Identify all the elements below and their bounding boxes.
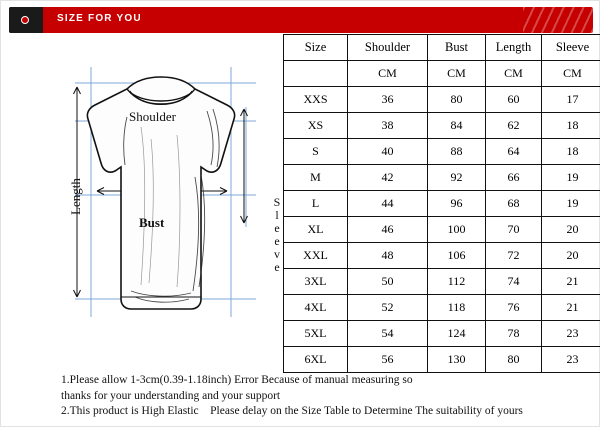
cell-size: 6XL <box>284 347 348 373</box>
table-header-row <box>284 35 600 61</box>
unit-sleeve: CM <box>542 61 600 87</box>
cell-bust: 84 <box>428 113 486 139</box>
column-header-shoulder: Shoulder <box>348 35 428 61</box>
cell-shoulder: 42 <box>348 165 428 191</box>
column-header-size: Size <box>284 35 348 61</box>
cell-length: 60 <box>486 87 542 113</box>
note-line-3: 2.This product is High Elastic Please delay on the Size Table to Determine The suitability of yours <box>61 405 523 417</box>
table-row <box>284 321 600 347</box>
cell-shoulder: 54 <box>348 321 428 347</box>
cell-length: 76 <box>486 295 542 321</box>
cell-length: 80 <box>486 347 542 373</box>
table-row <box>284 217 600 243</box>
cell-length: 74 <box>486 269 542 295</box>
size-table-container <box>283 34 590 373</box>
cell-length: 64 <box>486 139 542 165</box>
cell-sleeve: 23 <box>542 321 600 347</box>
cell-shoulder: 50 <box>348 269 428 295</box>
cell-shoulder: 52 <box>348 295 428 321</box>
cell-sleeve: 21 <box>542 269 600 295</box>
cell-shoulder: 40 <box>348 139 428 165</box>
cell-shoulder: 46 <box>348 217 428 243</box>
cell-length: 72 <box>486 243 542 269</box>
note-line-2: thanks for your understanding and your support <box>61 389 281 402</box>
cell-bust: 124 <box>428 321 486 347</box>
cell-bust: 112 <box>428 269 486 295</box>
cell-bust: 80 <box>428 87 486 113</box>
cell-bust: 88 <box>428 139 486 165</box>
table-row <box>284 113 600 139</box>
cell-size: XL <box>284 217 348 243</box>
cell-shoulder: 48 <box>348 243 428 269</box>
table-row <box>284 165 600 191</box>
cell-shoulder: 36 <box>348 87 428 113</box>
cell-size: 3XL <box>284 269 348 295</box>
cell-sleeve: 19 <box>542 165 600 191</box>
cell-size: 5XL <box>284 321 348 347</box>
cell-bust: 92 <box>428 165 486 191</box>
banner-left-block <box>9 7 43 33</box>
cell-size: 4XL <box>284 295 348 321</box>
unit-size <box>284 61 348 87</box>
table-row <box>284 87 600 113</box>
banner-stripes-decoration <box>523 7 593 33</box>
cell-bust: 130 <box>428 347 486 373</box>
cell-length: 70 <box>486 217 542 243</box>
cell-size: XXS <box>284 87 348 113</box>
cell-sleeve: 17 <box>542 87 600 113</box>
footer-notes <box>61 373 571 420</box>
cell-shoulder: 44 <box>348 191 428 217</box>
cell-shoulder: 38 <box>348 113 428 139</box>
length-label: Length <box>68 178 83 215</box>
bust-label: Bust <box>139 215 165 230</box>
cell-shoulder: 56 <box>348 347 428 373</box>
unit-bust: CM <box>428 61 486 87</box>
cell-length: 62 <box>486 113 542 139</box>
cell-size: L <box>284 191 348 217</box>
table-row <box>284 139 600 165</box>
cell-bust: 100 <box>428 217 486 243</box>
cell-sleeve: 23 <box>542 347 600 373</box>
column-header-length: Length <box>486 35 542 61</box>
column-header-sleeve: Sleeve <box>542 35 600 61</box>
cell-length: 66 <box>486 165 542 191</box>
cell-sleeve: 20 <box>542 243 600 269</box>
page-title: SIZE FOR YOU <box>57 13 142 24</box>
cell-bust: 118 <box>428 295 486 321</box>
cell-sleeve: 20 <box>542 217 600 243</box>
unit-length: CM <box>486 61 542 87</box>
table-row <box>284 269 600 295</box>
table-row <box>284 347 600 373</box>
unit-shoulder: CM <box>348 61 428 87</box>
header-banner <box>9 7 593 33</box>
cell-sleeve: 21 <box>542 295 600 321</box>
sleeve-label: Sleeve <box>270 195 284 273</box>
cell-size: M <box>284 165 348 191</box>
banner-dot-icon <box>21 16 29 24</box>
note-line-1: 1.Please allow 1-3cm(0.39-1.18inch) Error Because of manual measuring so <box>61 374 413 386</box>
cell-bust: 96 <box>428 191 486 217</box>
table-row <box>284 295 600 321</box>
cell-size: XXL <box>284 243 348 269</box>
size-table <box>283 34 600 373</box>
cell-sleeve: 19 <box>542 191 600 217</box>
shoulder-label: Shoulder <box>129 109 176 124</box>
cell-sleeve: 18 <box>542 139 600 165</box>
table-row <box>284 191 600 217</box>
cell-size: S <box>284 139 348 165</box>
cell-length: 68 <box>486 191 542 217</box>
table-unit-row <box>284 61 600 87</box>
tshirt-diagram <box>31 47 284 367</box>
table-row <box>284 243 600 269</box>
cell-sleeve: 18 <box>542 113 600 139</box>
cell-bust: 106 <box>428 243 486 269</box>
column-header-bust: Bust <box>428 35 486 61</box>
cell-size: XS <box>284 113 348 139</box>
cell-length: 78 <box>486 321 542 347</box>
